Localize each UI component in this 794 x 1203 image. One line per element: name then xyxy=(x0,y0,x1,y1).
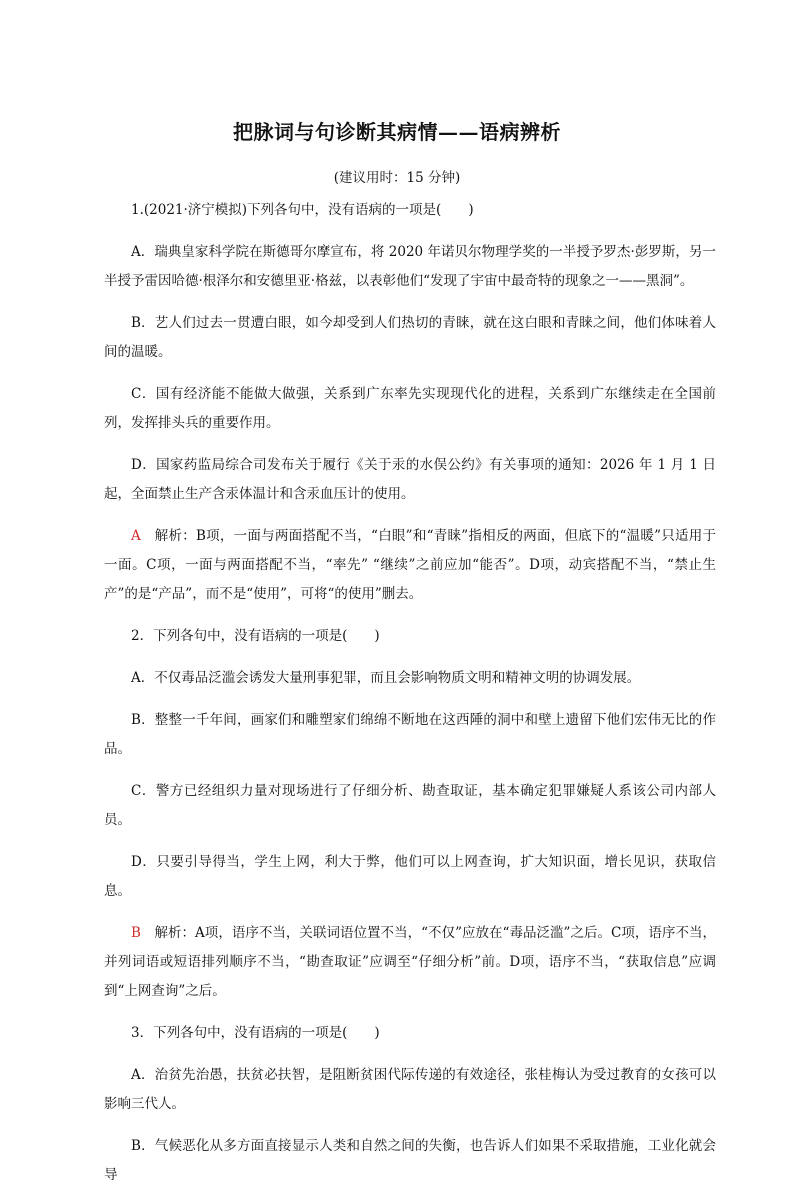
page-title: 把脉词与句诊断其病情——语病辨析 xyxy=(233,120,561,144)
question-1-stem: 1.(2021·济宁模拟)下列各句中，没有语病的一项是( ) xyxy=(131,202,474,218)
question-1-option-d: D．国家药监局综合司发布关于履行《关于汞的水俣公约》有关事项的通知：2026 年 1 月 1 日起，全面禁止生产含汞体温计和含汞血压计的使用。 xyxy=(104,457,716,502)
question-3-stem: 3．下列各句中，没有语病的一项是( ) xyxy=(131,1025,380,1041)
question-2-answer: B xyxy=(131,925,141,941)
question-3-option-a: A．治贫先治愚，扶贫必扶智，是阻断贫困代际传递的有效途径，张桂梅认为受过教育的女孩可以影响三代人。 xyxy=(104,1067,716,1112)
question-content xyxy=(104,196,716,1203)
question-2-analysis xyxy=(104,919,716,1006)
question-2-option-b: B．整整一千年间，画家们和雕塑家们绵绵不断地在这西陲的洞中和壁上遗留下他们宏伟无比的作品。 xyxy=(104,712,716,757)
question-3-option-b: B．气候恶化从多方面直接显示人类和自然之间的失衡，也告诉人们如果不采取措施，工业化就会导 xyxy=(104,1138,716,1183)
question-2-option-a: A．不仅毒品泛滥会诱发大量刑事犯罪，而且会影响物质文明和精神文明的协调发展。 xyxy=(131,670,641,686)
question-2-stem: 2．下列各句中，没有语病的一项是( ) xyxy=(131,628,380,644)
question-2-option-c: C．警方已经组织力量对现场进行了仔细分析、勘查取证，基本确定犯罪嫌疑人系该公司内部人员。 xyxy=(104,783,716,828)
question-2-option-d: D．只要引导得当，学生上网，利大于弊，他们可以上网查询，扩大知识面，增长见识，获取信息。 xyxy=(104,854,716,899)
question-1-option-c: C．国有经济能不能做大做强，关系到广东率先实现现代化的进程，关系到广东继续走在全国前列，发挥排头兵的重要作用。 xyxy=(104,386,716,431)
time-suggestion: (建议用时：15 分钟) xyxy=(333,170,461,186)
question-1-analysis xyxy=(104,522,716,609)
question-1-option-b: B．艺人们过去一贯遭白眼，如今却受到人们热切的青睐，就在这白眼和青睐之间，他们体味着人间的温暖。 xyxy=(104,315,716,360)
question-1-answer: A xyxy=(131,528,141,544)
question-1-option-a: A．瑞典皇家科学院在斯德哥尔摩宣布，将 2020 年诺贝尔物理学奖的一半授予罗杰·彭罗斯，另一半授予雷因哈德·根泽尔和安德里亚·格兹，以表彰他们“发现了宇宙中最奇特的现象之一——黑洞”。 xyxy=(104,244,716,289)
question-2-analysis-text: 解析：A项，语序不当，关联词语位置不当，“不仅”应放在“毒品泛滥”之后。C项，语序不当，并列词语或短语排列顺序不当，“勘查取证”应调至“仔细分析”前。D项，语序不当，“获取信息”应调到“上网查询”之后。 xyxy=(104,925,717,999)
question-1-analysis-text: 解析：B项，一面与两面搭配不当，“白眼”和“青睐”指相反的两面，但底下的“温暖”只适用于一面。C项，一面与两面搭配不当，“率先” “继续”之前应加“能否”。D项，动宾搭配不当，“禁止生产”的是“产品”，而不是“使用”，可将“的使用”删去。 xyxy=(104,528,717,602)
